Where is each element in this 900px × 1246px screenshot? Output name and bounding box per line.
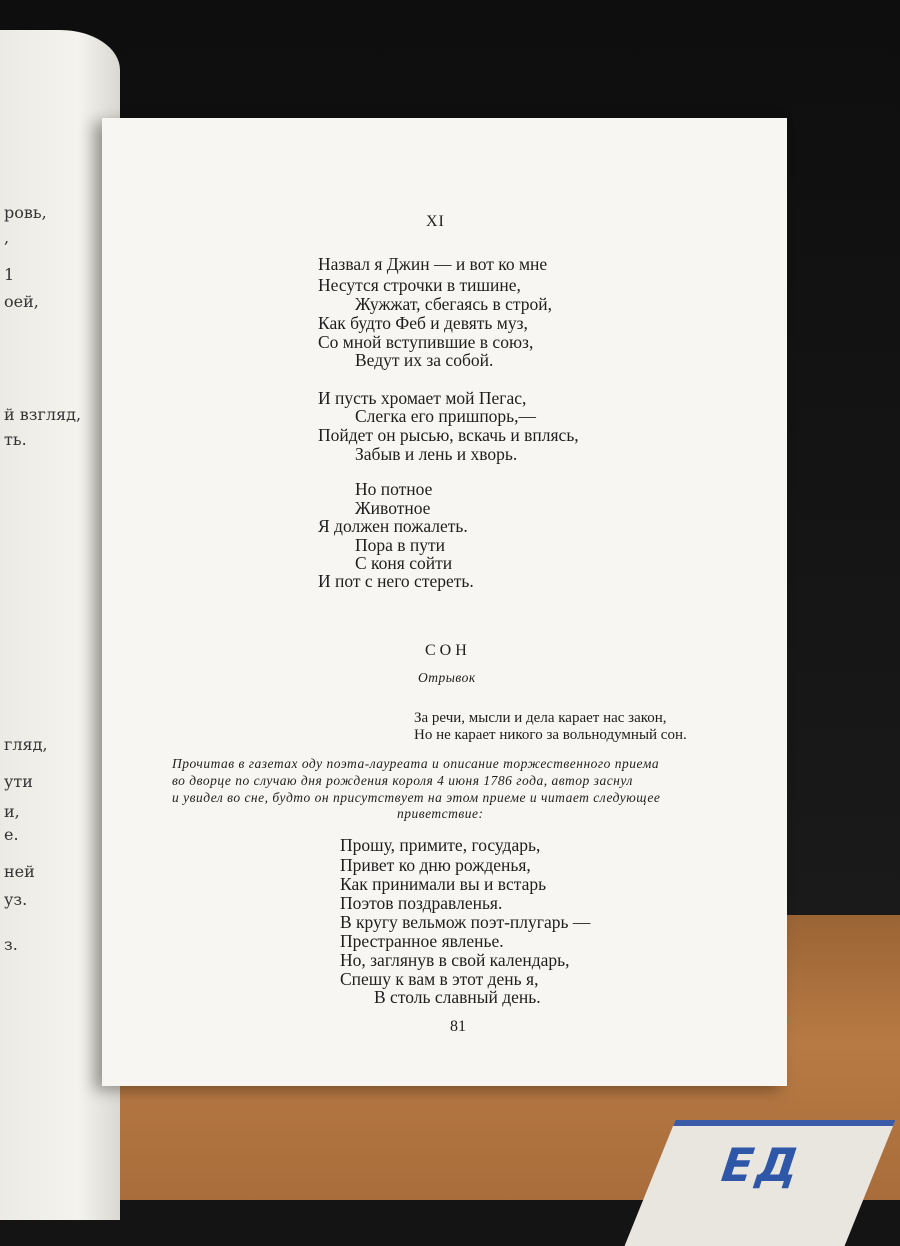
poem-subtitle: Отрывок — [418, 670, 476, 685]
left-page-fragment: ней — [4, 862, 35, 881]
left-page-fragment: гляд, — [4, 735, 48, 754]
left-page-fragment: уз. — [4, 890, 28, 909]
poem-line: В столь славный день. — [374, 987, 541, 1007]
left-page-fragment: ути — [4, 772, 33, 791]
left-page-fragment: з. — [4, 935, 18, 954]
epigraph-line: За речи, мысли и дела карает нас закон, — [414, 710, 667, 726]
poem-line: Прошу, примите, государь, — [340, 835, 541, 855]
poem-line: Пора в пути — [355, 535, 446, 555]
poem-line: Ведут их за собой. — [355, 350, 494, 370]
prose-line: Прочитав в газетах оду поэта-лауреата и описание торжественного приема — [172, 756, 660, 771]
poem-line: Спешу к вам в этот день я, — [340, 969, 539, 989]
prose-line: и увидел во сне, будто он присутствует на этом приеме и читает следующее — [172, 790, 661, 805]
poem-line: С коня сойти — [355, 553, 453, 573]
left-page-fragment: и, — [4, 802, 20, 821]
page-number: 81 — [450, 1018, 466, 1035]
poem-line: В кругу вельмож поэт-плугарь — — [340, 912, 591, 932]
poem-line: Престранное явленье. — [340, 931, 504, 951]
poem-line: Как принимали вы и встарь — [340, 874, 547, 894]
poem-line: Привет ко дню рожденья, — [340, 855, 531, 875]
left-page-fragment: ровь, — [4, 203, 47, 222]
poem-line: Забыв и лень и хворь. — [355, 444, 518, 464]
left-page-fragment: ть. — [4, 430, 27, 449]
box-lettering: ЕД — [713, 1138, 812, 1192]
left-page-fragment: оей, — [4, 292, 39, 311]
poem-line: Поэтов поздравленья. — [340, 893, 503, 913]
prose-line: приветствие: — [397, 806, 484, 821]
poem-line: Животное — [355, 498, 431, 518]
poem-line: И пусть хромает мой Пегас, — [318, 388, 527, 408]
poem-line: Но, заглянув в свой календарь, — [340, 950, 570, 970]
section-number: XI — [426, 213, 445, 230]
poem-line: Назвал я Джин — и вот ко мне — [318, 254, 548, 274]
poem-line: Со мной вступившие в союз, — [318, 332, 534, 352]
poem-line: Как будто Феб и девять муз, — [318, 313, 528, 333]
poem-line: Но потное — [355, 479, 433, 499]
prose-line: во дворце по случаю дня рождения короля 4 июня 1786 года, автор заснул — [172, 773, 633, 788]
poem-line: Я должен пожалеть. — [318, 516, 468, 536]
left-page-fragment: 1 — [4, 265, 15, 284]
poem-line: Несутся строчки в тишине, — [318, 275, 521, 295]
poem-title: СОН — [425, 642, 471, 659]
left-page-fragment: й взгляд, — [4, 405, 82, 424]
poem-line: И пот с него стереть. — [318, 571, 474, 591]
poem-line: Слегка его пришпорь,— — [355, 406, 537, 426]
left-page-fragment: , — [4, 228, 10, 247]
left-page-fragment: е. — [4, 825, 19, 844]
poem-line: Пойдет он рысью, вскачь и вплясь, — [318, 425, 579, 445]
epigraph-line: Но не карает никого за вольнодумный сон. — [414, 727, 687, 743]
poem-line: Жужжат, сбегаясь в строй, — [355, 294, 552, 314]
